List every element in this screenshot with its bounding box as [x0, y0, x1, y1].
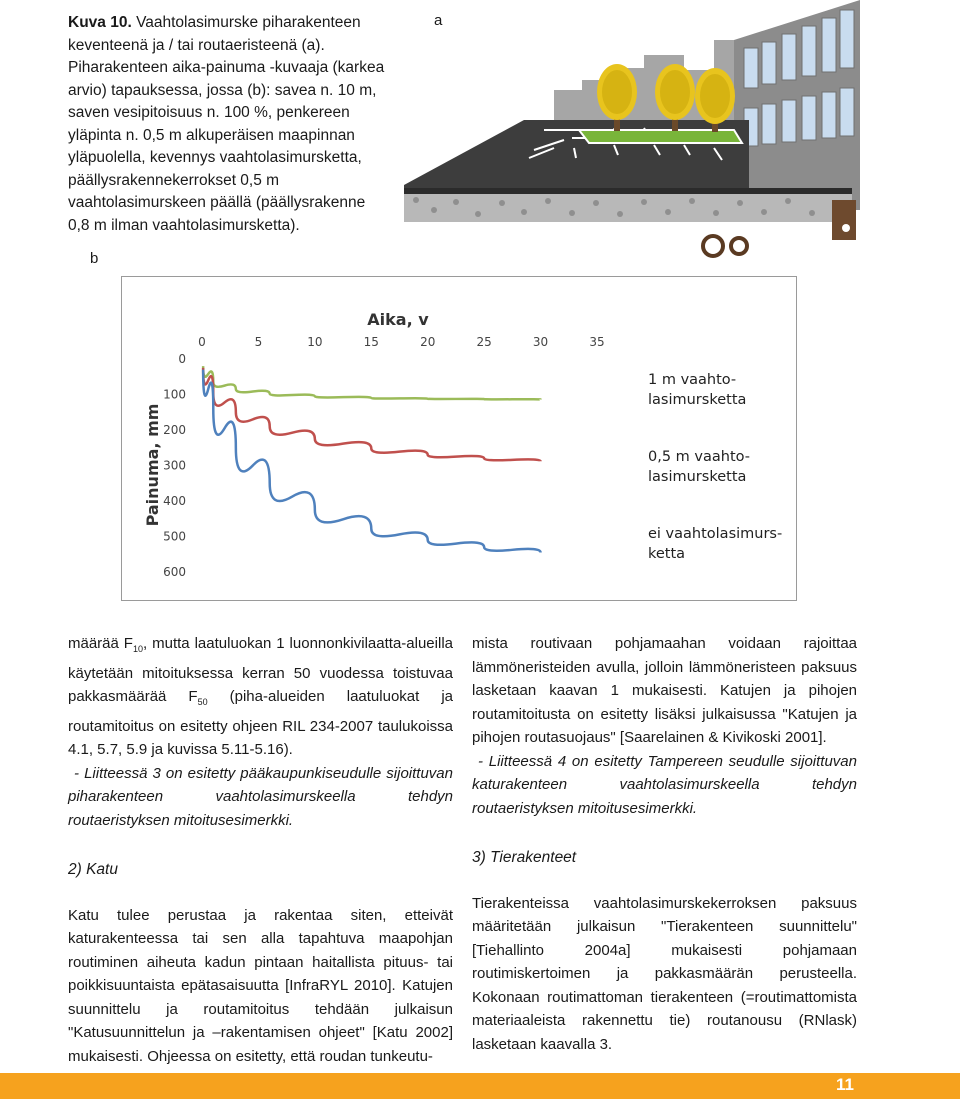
left-column — [68, 632, 453, 1068]
x-tick-label: 35 — [589, 335, 605, 349]
caption-text: Vaahtolasimurske piharakenteen keventeenä ja / tai routaeristeenä (a). Piharakenteen aika-painuma -kuvaaja (karkea arvio) tapauksessa, jossa (b): savea n. 10 m, saven vesipitoisuus n. 100 %, penkereen yläpinta n. 0,5 m alkuperäisen maapinnan yläpuolella, kevennys vaahtolasimursketta, päällysrakennekerrokset 0,5 m vaahtolasimurskeen päällä (päällysrakenne 0,8 m ilman vaahtolasimursketta). — [68, 14, 385, 234]
right-paragraph-3: Tierakenteissa vaahtolasimurskekerroksen paksuus määritetään julkaisun "Tierakenteen suunnittelu" [Tiehallinto 2004a] mukaisesti pohjamaan routimiskertoimen ja pakkasmäärän perusteella. Kokonaan routimattoman tierakenteen (=routimattomista materiaaleista rakennettu tie) routanousu (RNlask) lasketaan kaavalla 3. — [472, 894, 857, 1053]
heading-tierakenteet: 3) Tierakenteet — [472, 849, 577, 866]
y-tick-label: 0 — [178, 352, 186, 366]
figure-b-label: b — [90, 250, 99, 267]
series-label-green: 1 m vaahto- lasimursketta — [648, 372, 747, 408]
pipes — [703, 236, 747, 256]
x-tick-label: 0 — [198, 335, 206, 349]
y-tick-label: 600 — [163, 565, 186, 579]
foam-glass-layer — [404, 194, 852, 222]
x-tick-label: 30 — [532, 335, 549, 349]
kerb — [832, 200, 856, 240]
caption-label: Kuva 10. — [68, 14, 132, 31]
pavement-illustration — [404, 0, 860, 268]
left-paragraph-2: - Liitteessä 3 on esitetty pääkaupunkiseudulle sijoittuvan piharakenteen vaahtolasimurskeella tehdyn routaeristyksen mitoitusesimerkki. — [68, 764, 453, 829]
y-tick-label: 400 — [163, 494, 186, 508]
asphalt-layer — [404, 188, 852, 194]
x-tick-label: 20 — [420, 335, 436, 349]
y-tick-label: 200 — [163, 423, 186, 437]
right-column — [472, 632, 857, 1056]
y-tick-label: 100 — [163, 387, 186, 402]
series-line-1 — [203, 366, 540, 399]
x-tick-labels — [198, 335, 604, 349]
series-lines — [203, 366, 540, 552]
x-tick-label: 15 — [363, 335, 379, 349]
page-number: 11 — [836, 1075, 854, 1094]
left-paragraph-1: määrää $F_{10}$, mutta laatuluokan 1 luonnonkivilaatta-alueilla käytetään mitoituksessa kerran 50 vuodessa toistuvaa pakkasmäärää $F_{50}$ (piha-alueiden laatuluokat ja routamitoitus on esitetty ohjeen RIL 234-2007 taulukoissa 4.1, 5.7, 5.9 ja kuvissa 5.11-5.16). — [68, 635, 453, 758]
footer-bar — [0, 1073, 960, 1099]
right-paragraph-1: mista routivaan pohjamaahan voidaan rajoittaa lämmöneristeiden avulla, jolloin lämmöneristeen paksuus lasketaan kaavan 1 mukaisesti. Katujen ja pihojen routamitoitusta on esitetty lisäksi julkaisussa "Katujen ja pihojen routasuojaus" [Saarelainen & Kivikoski 2001]. — [472, 635, 857, 746]
left-paragraph-3: Katu tulee perustaa ja rakentaa siten, etteivät katurakenteessa tai sen alla tapahtuva maapohjan routiminen aiheuta kadun pintaan haitallista pituus- tai poikkisuuntaista epätasaisuutta [InfraRYL 2010]. Katujen suunnittelu ja routamitoitus tehdään julkaisun "Katusuunnittelun ja –rakentamisen ohjeet" [Katu 2002] mukaisesti. Ohjeessa on esitetty, että roudan tunkeutu- — [68, 906, 453, 1065]
x-tick-label: 25 — [476, 335, 492, 349]
chart-title: Aika, v — [367, 310, 429, 329]
y-tick-labels — [163, 352, 186, 579]
series-line-2 — [203, 368, 540, 461]
x-tick-label: 10 — [307, 335, 323, 349]
x-tick-label: 5 — [254, 335, 263, 349]
heading-katu: 2) Katu — [68, 861, 118, 878]
figure-a-label: a — [434, 12, 443, 29]
right-paragraph-2: - Liitteessä 4 on esitetty Tampereen seudulle sijoittuvan katurakenteen vaahtolasimurskeella tehdyn routaeristyksen mitoitusesimerkki. — [472, 752, 857, 817]
building — [734, 0, 860, 210]
series-label-red: 0,5 m vaahto- lasimursketta — [648, 449, 751, 485]
figure-caption — [68, 12, 388, 237]
y-axis-label: Painuma, mm — [143, 403, 162, 527]
y-tick-label: 300 — [163, 458, 186, 473]
y-tick-label: 500 — [163, 529, 186, 544]
series-label-blue: ei vaahtolasimurs- ketta — [648, 526, 783, 562]
